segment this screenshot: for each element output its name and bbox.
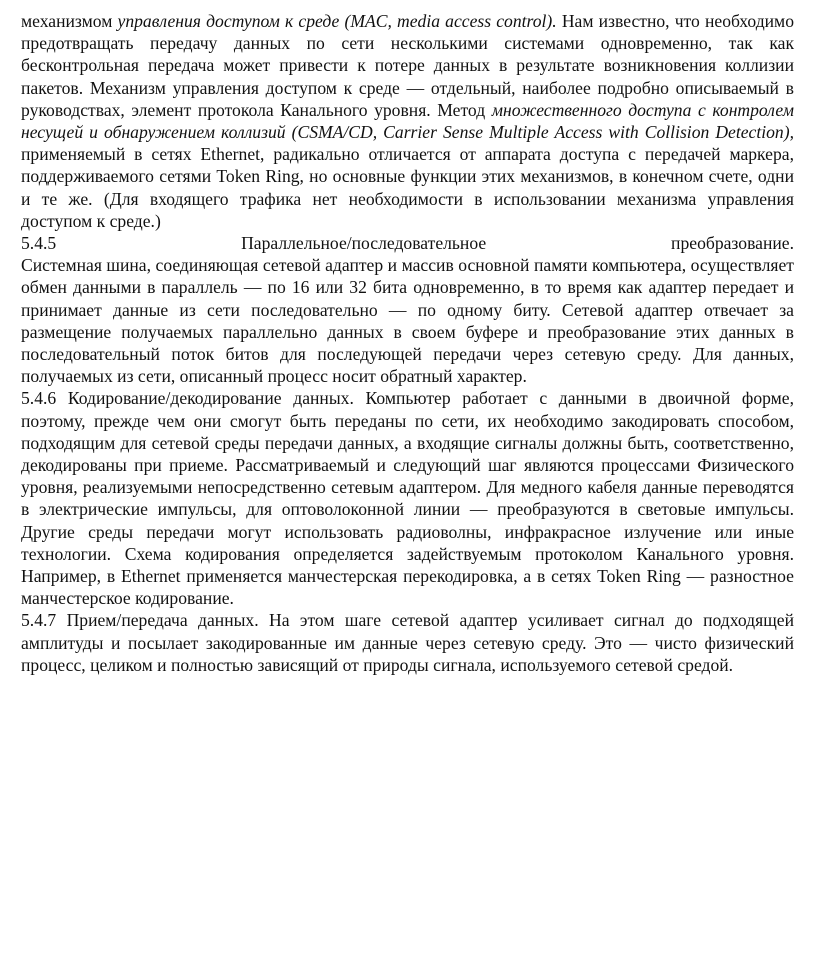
mac-term-italic: управления доступом к среде (MAC, media access control).	[117, 11, 557, 31]
mac-lead-text: механизмом	[21, 11, 118, 31]
csma-cd-term-italic: множественного доступа с контролем несущей и обнаружением коллизий (CSMA/CD, Carrier Sense Multiple Access with Collision Detection),	[21, 99, 794, 143]
section-5-4-5-heading: 5.4.5 Параллельное/последовательное преобразование.	[21, 233, 794, 254]
section-5-4-6: 5.4.6 Кодирование/декодирование данных. Компьютер работает с данными в двоичной форме, поэтому, прежде чем они смогут быть переданы по сети, их необходимо закодировать способом, подходящим для сетевой среды передачи данных, а входящие сигналы должны быть, соответственно, декодированы при приеме. Рассматриваемый и следующий шаг являются процессами Физического уровня, реализуемыми непосредственно сетевым адаптером. Для медного кабеля данные переводятся в электрические импульсы, для оптоволоконной линии — преобразуются в световые импульсы. Другие среды передачи могут использовать радиоволны, инфракрасное излучение или иные технологии. Схема кодирования определяется задействуемым протоколом Канального уровня. Например, в Ethernet применяется манчестерская перекодировка, а в сетях Token Ring — разностное манчестерское кодирование.	[21, 388, 794, 609]
paragraph-mac	[21, 10, 794, 232]
mac-body-text: Нам известно, что необходимо предотвращать передачу данных по сети несколькими системами одновременно, так как бесконтрольная передача может привести к потере данных в результате возникновения коллизии пакетов. Механизм управления доступом к среде — отдельный, наиболее подробно описываемый в руководствах, элемент протокола Канального уровня. Метод	[21, 11, 794, 120]
mac-tail-text: применяемый в сетях Ethernet, радикально отличается от аппарата доступа с передачей маркера, поддерживаемого сетями Token Ring, но основные функции этих механизмов, в конечном счете, одни и те же. (Для входящего трафика нет необходимости в использовании механизма управления доступом к среде.)	[21, 144, 794, 231]
section-5-4-5-body: Системная шина, соединяющая сетевой адаптер и массив основной памяти компьютера, осуществляет обмен данными в параллель — по 16 или 32 бита одновременно, в то время как адаптер передает и принимает данные из сети последовательно — по одному биту. Сетевой адаптер отвечает за размещение получаемых параллельно данных в своем буфере и преобразование этих данных в последовательный поток битов для последующей передачи через сетевую среду. Для данных, получаемых из сети, описанный процесс носит обратный характер.	[21, 255, 794, 387]
section-5-4-7: 5.4.7 Прием/передача данных. На этом шаге сетевой адаптер усиливает сигнал до подходящей амплитуды и посылает закодированные им данные через сетевую среду. Это — чисто физический процесс, целиком и полностью зависящий от природы сигнала, используемого сетевой средой.	[21, 610, 794, 675]
